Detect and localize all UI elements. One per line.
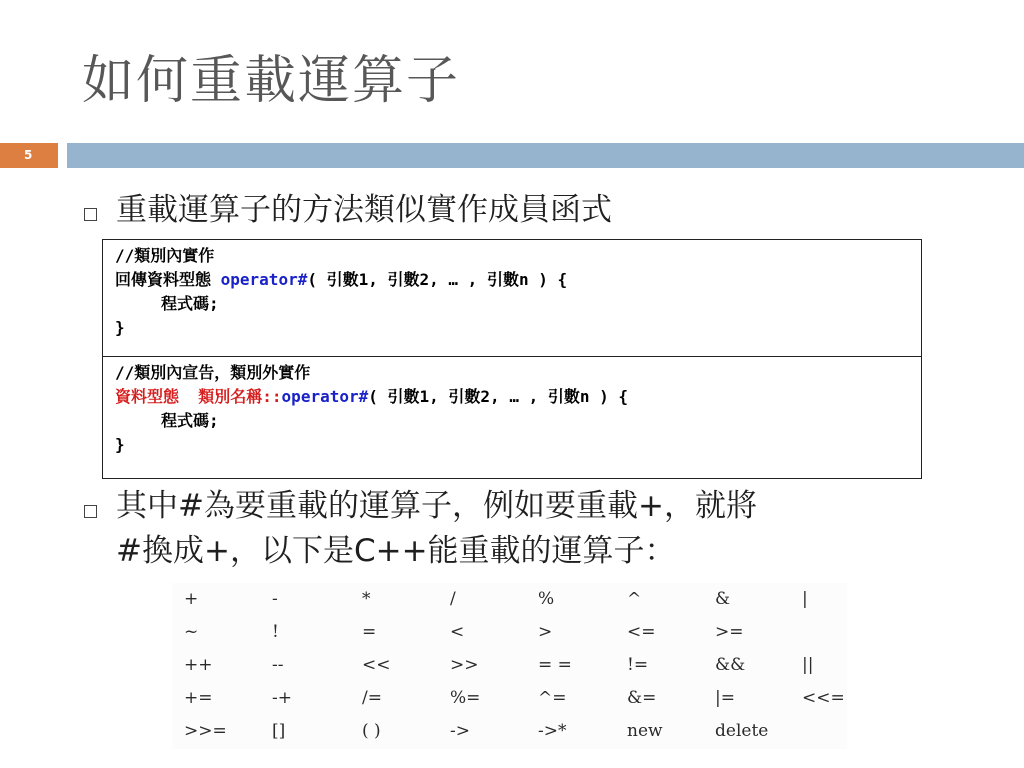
operator-cell: > — [538, 622, 553, 642]
operator-cell: < — [450, 622, 465, 642]
operator-cell: |= — [715, 688, 735, 708]
bullet-text-2-line-1: 其中#為要重載的運算子，例如要重載+，就將 — [116, 488, 757, 524]
operator-cell: ~ — [184, 622, 199, 642]
page-number: 5 — [24, 148, 33, 162]
operators-row — [172, 616, 847, 649]
operator-cell: -- — [272, 655, 284, 675]
operator-cell: | — [802, 589, 808, 609]
bullet-text-2-line-2: #換成+，以下是C++能重載的運算子： — [116, 533, 676, 569]
operator-cell: += — [184, 688, 213, 708]
bullet-text-1: 重載運算子的方法類似實作成員函式 — [116, 192, 612, 228]
operator-cell: = — [362, 622, 377, 642]
slide-title: 如何重載運算子 — [82, 51, 461, 111]
code-comment: //類別內實作 — [115, 246, 215, 265]
operator-cell: = = — [538, 655, 572, 675]
operator-cell: delete — [715, 721, 769, 741]
operator-cell: & — [715, 589, 731, 609]
operator-cell: / — [450, 589, 456, 609]
operator-cell: % — [538, 589, 555, 609]
code-signature — [115, 268, 921, 292]
operator-cell: ( ) — [362, 721, 381, 741]
operator-cell: <= — [627, 622, 656, 642]
code-box — [102, 239, 922, 479]
code-close-brace: } — [115, 435, 125, 454]
code-return-type-class: 資料型態 類別名稱:: — [115, 387, 282, 406]
operator-cell: != — [627, 655, 649, 675]
operator-cell: ++ — [184, 655, 213, 675]
operator-cell: ^ — [627, 589, 642, 609]
operator-cell: ^= — [538, 688, 567, 708]
operator-cell: >>= — [184, 721, 227, 741]
operator-cell: << — [362, 655, 391, 675]
code-params: ( 引數1, 引數2, … , 引數n ) { — [307, 270, 568, 289]
operators-row — [172, 715, 847, 748]
code-return-type: 回傳資料型態 — [115, 270, 221, 289]
operator-cell: ! — [272, 622, 279, 642]
operators-row — [172, 583, 847, 616]
code-section-outside — [103, 357, 921, 478]
code-comment: //類別內宣告，類別外實作 — [115, 363, 311, 382]
square-bullet-icon — [84, 208, 97, 221]
operator-cell: [] — [272, 721, 286, 741]
operator-cell: /= — [362, 688, 382, 708]
operators-table — [172, 583, 847, 749]
square-bullet-icon — [84, 505, 97, 518]
operator-cell: new — [627, 721, 663, 741]
header-divider-bar — [67, 143, 1024, 168]
operator-cell: || — [802, 655, 814, 675]
operator-cell: - — [272, 589, 278, 609]
code-close-brace: } — [115, 318, 125, 337]
operator-cell: %= — [450, 688, 481, 708]
operator-cell: && — [715, 655, 746, 675]
operator-cell: >> — [450, 655, 479, 675]
code-signature — [115, 385, 921, 409]
operator-cell: &= — [627, 688, 657, 708]
code-operator-keyword: operator# — [220, 270, 308, 289]
operator-cell: + — [184, 589, 199, 609]
operators-row — [172, 649, 847, 682]
code-operator-keyword: operator# — [281, 387, 369, 406]
code-body: 程式碼; — [161, 411, 219, 430]
operator-cell: <<= — [802, 688, 845, 708]
operator-cell: * — [362, 589, 371, 609]
code-section-inline — [103, 240, 921, 357]
operator-cell: -+ — [272, 688, 292, 708]
operator-cell: >= — [715, 622, 744, 642]
operator-cell: ->* — [538, 721, 567, 741]
code-params: ( 引數1, 引數2, … , 引數n ) { — [368, 387, 629, 406]
operator-cell: -> — [450, 721, 470, 741]
code-body: 程式碼; — [161, 294, 219, 313]
operators-row — [172, 682, 847, 715]
